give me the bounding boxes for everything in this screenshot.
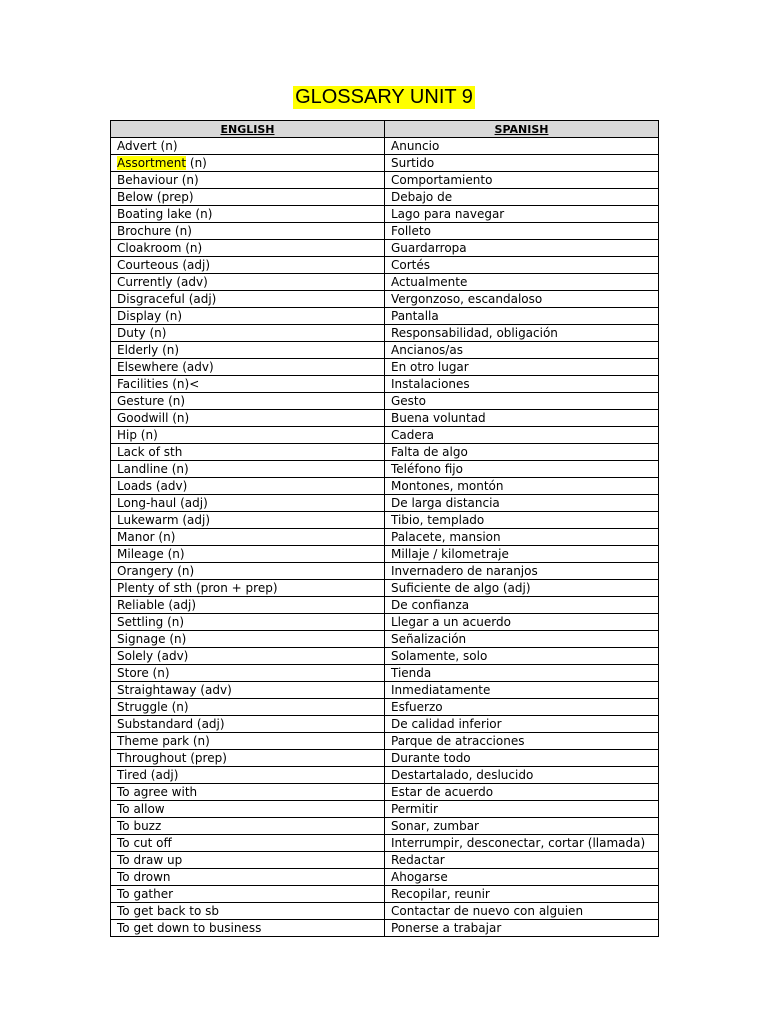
page-title: GLOSSARY UNIT 9 — [295, 86, 473, 108]
english-term: To buzz — [111, 818, 385, 835]
spanish-term: Pantalla — [385, 308, 659, 325]
english-term: To agree with — [111, 784, 385, 801]
english-term: Facilities (n)< — [111, 376, 385, 393]
spanish-term: Inmediatamente — [385, 682, 659, 699]
spanish-term: Tibio, templado — [385, 512, 659, 529]
table-row — [111, 835, 659, 852]
table-row — [111, 716, 659, 733]
spanish-term: Vergonzoso, escandaloso — [385, 291, 659, 308]
spanish-term: De larga distancia — [385, 495, 659, 512]
english-term: Straightaway (adv) — [111, 682, 385, 699]
table-row — [111, 648, 659, 665]
spanish-term: Tienda — [385, 665, 659, 682]
spanish-term: Sonar, zumbar — [385, 818, 659, 835]
english-term: Elsewhere (adv) — [111, 359, 385, 376]
title-wrap — [0, 86, 768, 109]
english-term: Mileage (n) — [111, 546, 385, 563]
table-row — [111, 512, 659, 529]
table-row — [111, 699, 659, 716]
table-row — [111, 869, 659, 886]
spanish-term: Lago para navegar — [385, 206, 659, 223]
table-row — [111, 852, 659, 869]
spanish-term: Ponerse a trabajar — [385, 920, 659, 937]
table-row — [111, 206, 659, 223]
table-row — [111, 580, 659, 597]
english-term: Hip (n) — [111, 427, 385, 444]
table-row — [111, 325, 659, 342]
table-row — [111, 172, 659, 189]
table-row — [111, 920, 659, 937]
table-row — [111, 291, 659, 308]
english-term: Boating lake (n) — [111, 206, 385, 223]
english-term: Struggle (n) — [111, 699, 385, 716]
spanish-term: Buena voluntad — [385, 410, 659, 427]
header-row — [111, 121, 659, 138]
english-term: Currently (adv) — [111, 274, 385, 291]
table-row — [111, 478, 659, 495]
table-row — [111, 597, 659, 614]
english-term: Substandard (adj) — [111, 716, 385, 733]
spanish-term: Contactar de nuevo con alguien — [385, 903, 659, 920]
english-term: Courteous (adj) — [111, 257, 385, 274]
spanish-term: Llegar a un acuerdo — [385, 614, 659, 631]
table-row — [111, 767, 659, 784]
spanish-term: Instalaciones — [385, 376, 659, 393]
spanish-term: Millaje / kilometraje — [385, 546, 659, 563]
english-term: Advert (n) — [111, 138, 385, 155]
table-row — [111, 359, 659, 376]
english-term: Lack of sth — [111, 444, 385, 461]
spanish-term: Durante todo — [385, 750, 659, 767]
table-row — [111, 495, 659, 512]
table-row — [111, 784, 659, 801]
english-term: Landline (n) — [111, 461, 385, 478]
english-term: Solely (adv) — [111, 648, 385, 665]
table-row — [111, 682, 659, 699]
english-term: Tired (adj) — [111, 767, 385, 784]
table-row — [111, 801, 659, 818]
english-term — [111, 155, 385, 172]
spanish-term: Destartalado, deslucido — [385, 767, 659, 784]
english-term: Behaviour (n) — [111, 172, 385, 189]
table-row — [111, 546, 659, 563]
spanish-term: Interrumpir, desconectar, cortar (llamada) — [385, 835, 659, 852]
spanish-term: Estar de acuerdo — [385, 784, 659, 801]
spanish-term: Responsabilidad, obligación — [385, 325, 659, 342]
spanish-term: Montones, montón — [385, 478, 659, 495]
spanish-term: Suficiente de algo (adj) — [385, 580, 659, 597]
english-term: Duty (n) — [111, 325, 385, 342]
spanish-term: En otro lugar — [385, 359, 659, 376]
table-row — [111, 903, 659, 920]
spanish-term: Invernadero de naranjos — [385, 563, 659, 580]
table-row — [111, 410, 659, 427]
spanish-term: Redactar — [385, 852, 659, 869]
english-term: Theme park (n) — [111, 733, 385, 750]
english-term: To draw up — [111, 852, 385, 869]
spanish-term: Cortés — [385, 257, 659, 274]
table-row — [111, 257, 659, 274]
spanish-term: De calidad inferior — [385, 716, 659, 733]
spanish-term: Palacete, mansion — [385, 529, 659, 546]
table-row — [111, 886, 659, 903]
english-term: Manor (n) — [111, 529, 385, 546]
highlighted-word: Assortment — [117, 155, 187, 170]
english-term: Reliable (adj) — [111, 597, 385, 614]
english-term: Disgraceful (adj) — [111, 291, 385, 308]
english-term: Throughout (prep) — [111, 750, 385, 767]
spanish-term: Folleto — [385, 223, 659, 240]
english-term: Elderly (n) — [111, 342, 385, 359]
table-row — [111, 393, 659, 410]
table-row — [111, 155, 659, 172]
table-row — [111, 529, 659, 546]
table-row — [111, 614, 659, 631]
english-term: Brochure (n) — [111, 223, 385, 240]
table-row — [111, 818, 659, 835]
english-term: Store (n) — [111, 665, 385, 682]
spanish-term: Solamente, solo — [385, 648, 659, 665]
table-row — [111, 376, 659, 393]
table-row — [111, 189, 659, 206]
english-term: Orangery (n) — [111, 563, 385, 580]
table-row — [111, 563, 659, 580]
spanish-term: Señalización — [385, 631, 659, 648]
english-term: To cut off — [111, 835, 385, 852]
spanish-term: Gesto — [385, 393, 659, 410]
spanish-term: Parque de atracciones — [385, 733, 659, 750]
spanish-term: Ancianos/as — [385, 342, 659, 359]
spanish-term: De confianza — [385, 597, 659, 614]
english-term: Long-haul (adj) — [111, 495, 385, 512]
english-term: To get back to sb — [111, 903, 385, 920]
english-term: Loads (adv) — [111, 478, 385, 495]
english-term: Below (prep) — [111, 189, 385, 206]
english-term: To drown — [111, 869, 385, 886]
english-term-suffix: (n) — [186, 155, 207, 170]
header-spanish: SPANISH — [385, 121, 659, 138]
spanish-term: Teléfono fijo — [385, 461, 659, 478]
table-row — [111, 240, 659, 257]
english-term: To gather — [111, 886, 385, 903]
spanish-term: Ahogarse — [385, 869, 659, 886]
table-row — [111, 138, 659, 155]
table-row — [111, 631, 659, 648]
table-row — [111, 665, 659, 682]
glossary-table — [110, 120, 659, 937]
spanish-term: Comportamiento — [385, 172, 659, 189]
spanish-term: Guardarropa — [385, 240, 659, 257]
table-row — [111, 444, 659, 461]
english-term: Display (n) — [111, 308, 385, 325]
table-row — [111, 750, 659, 767]
english-term: Gesture (n) — [111, 393, 385, 410]
table-row — [111, 342, 659, 359]
spanish-term: Anuncio — [385, 138, 659, 155]
english-term: Settling (n) — [111, 614, 385, 631]
spanish-term: Esfuerzo — [385, 699, 659, 716]
table-row — [111, 461, 659, 478]
english-term: Plenty of sth (pron + prep) — [111, 580, 385, 597]
table-row — [111, 308, 659, 325]
table-row — [111, 274, 659, 291]
spanish-term: Falta de algo — [385, 444, 659, 461]
english-term: Cloakroom (n) — [111, 240, 385, 257]
english-term: To allow — [111, 801, 385, 818]
header-english: ENGLISH — [111, 121, 385, 138]
english-term: Goodwill (n) — [111, 410, 385, 427]
english-term: Lukewarm (adj) — [111, 512, 385, 529]
spanish-term: Actualmente — [385, 274, 659, 291]
spanish-term: Cadera — [385, 427, 659, 444]
table-row — [111, 427, 659, 444]
english-term: Signage (n) — [111, 631, 385, 648]
spanish-term: Recopilar, reunir — [385, 886, 659, 903]
table-row — [111, 733, 659, 750]
spanish-term: Debajo de — [385, 189, 659, 206]
spanish-term: Surtido — [385, 155, 659, 172]
english-term: To get down to business — [111, 920, 385, 937]
spanish-term: Permitir — [385, 801, 659, 818]
table-row — [111, 223, 659, 240]
